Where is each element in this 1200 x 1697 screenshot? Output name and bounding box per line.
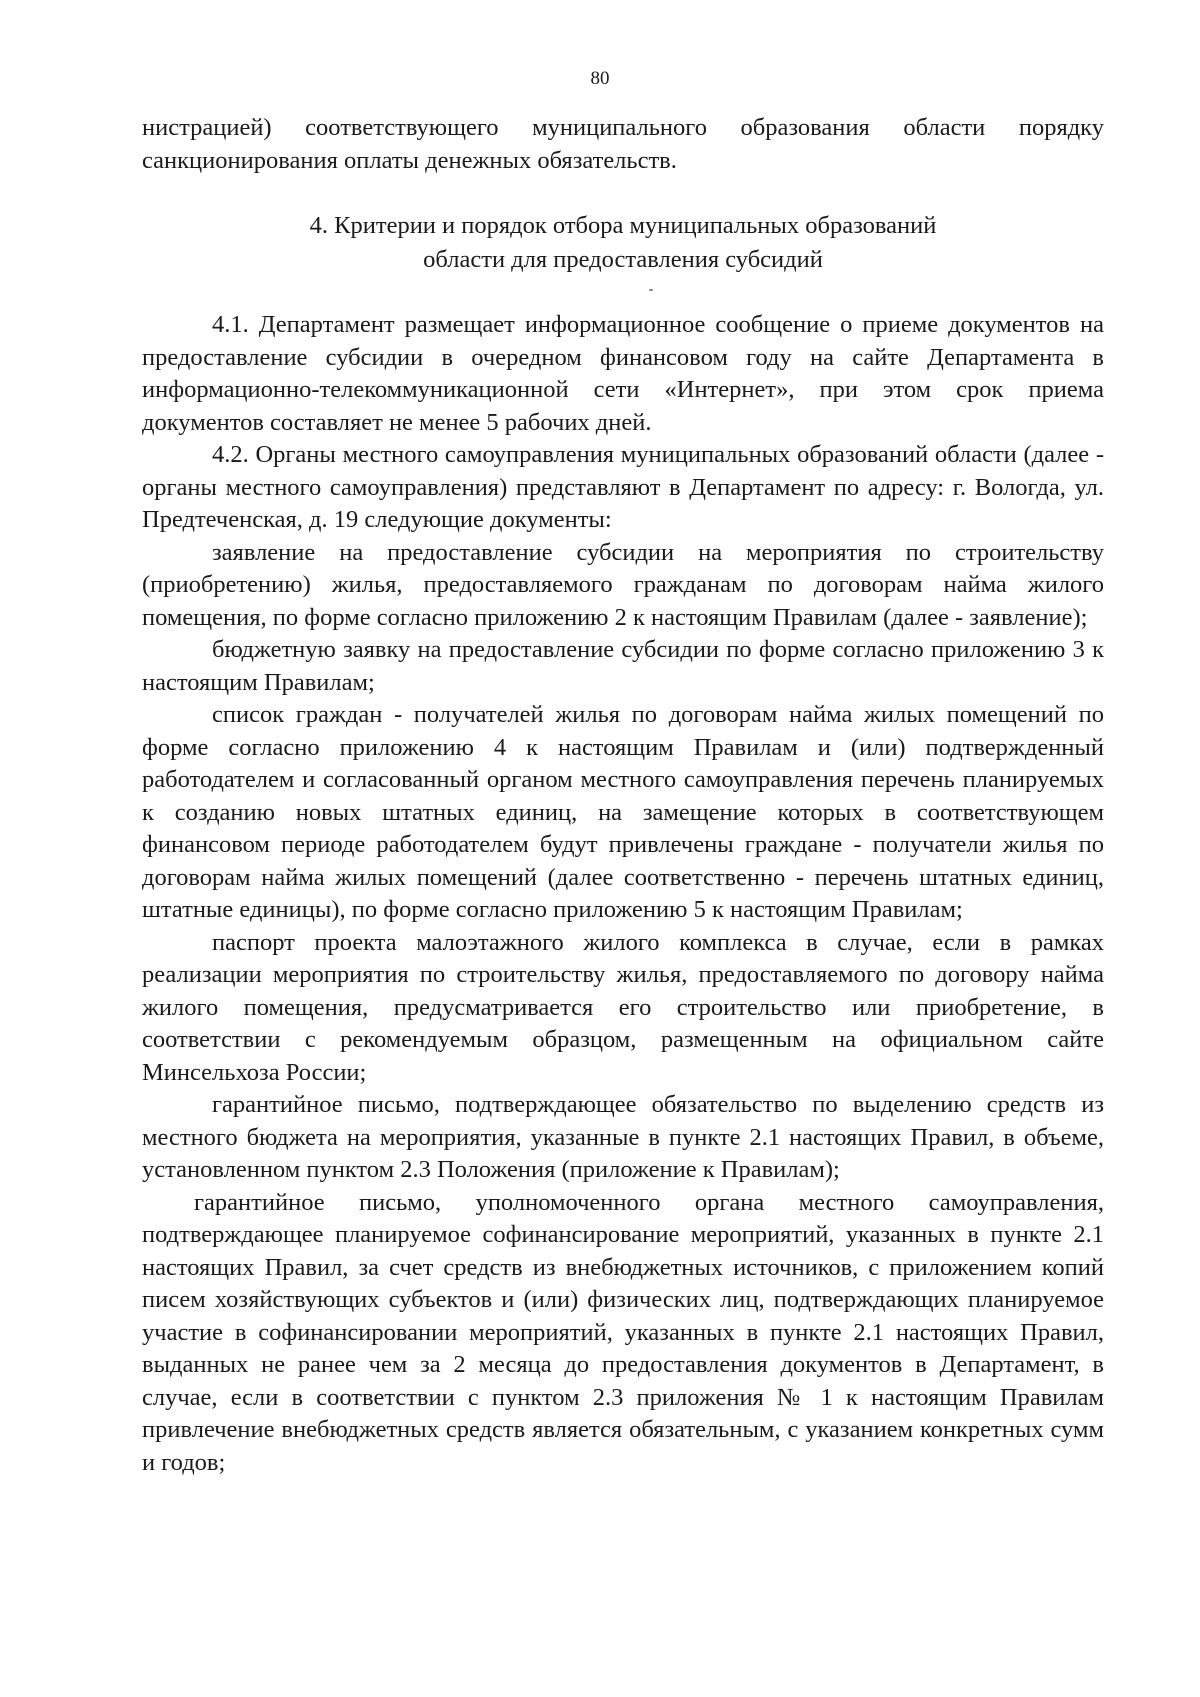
document-body [142,112,1104,1479]
intro-continuation-paragraph: нистрацией) соответствующего муниципального образования области порядку санкционирования оплаты денежных обязательств. [142,114,1104,174]
paragraph-4-2: 4.2. Органы местного самоуправления муниципальных образований области (далее - органы местного самоуправления) представляют в Департамент по адресу: г. Вологда, ул. Предтеченская, д. 19 следующие документы: [142,441,1104,533]
list-item-guarantee-letter-local-budget: гарантийное письмо, подтверждающее обязательство по выделению средств из местного бюджета на мероприятия, указанные в пункте 2.1 настоящих Правил, в объеме, установленном пунктом 2.3 Положения (приложение к Правилам); [142,1091,1104,1183]
section-heading [142,209,1104,277]
section-heading-line-2: области для предоставления субсидий [423,246,823,273]
paragraph-4-1: 4.1. Департамент размещает информационное сообщение о приеме документов на предоставление субсидии в очередном финансовом году на сайте Департамента в информационно-телекоммуникационной сети «Интернет», при этом срок приема документов составляет не менее 5 рабочих дней. [142,311,1104,436]
list-item-guarantee-letter-extrabudgetary: гарантийное письмо, уполномоченного органа местного самоуправления, подтверждающее планируемое софинансирование мероприятий, указанных в пункте 2.1 настоящих Правил, за счет средств из внебюджетных источников, с приложением копий писем хозяйствующих субъектов и (или) физических лиц, подтверждающих планируемое участие в софинансировании мероприятий, указанных в пункте 2.1 настоящих Правил, выданных не ранее чем за 2 месяца до предоставления документов в Департамент, в случае, если в соответствии с пунктом 2.3 приложения № 1 к настоящим Правилам привлечение внебюджетных средств является обязательным, с указанием конкретных сумм и годов; [142,1188,1104,1476]
page-number: 80 [590,68,610,89]
dash-mark: - [648,282,654,297]
list-item-application: заявление на предоставление субсидии на мероприятия по строительству (приобретению) жилья, предоставляемого гражданам по договорам найма жилого помещения, по форме согласно приложению 2 к настоящим Правилам (далее - заявление); [142,538,1104,631]
list-item-budget-request: бюджетную заявку на предоставление субсидии по форме согласно приложению 3 к настоящим Правилам; [142,636,1104,696]
section-heading-line-1: 4. Критерии и порядок отбора муниципальных образований [309,212,937,239]
list-item-project-passport: паспорт проекта малоэтажного жилого комплекса в случае, если в рамках реализации мероприятия по строительству жилья, предоставляемого по договору найма жилого помещения, предусматривается его строительство или приобретение, в соответствии с рекомендуемым образцом, размещенным на официальном сайте Минсельхоза России; [142,928,1104,1086]
list-item-citizens-list: список граждан - получателей жилья по договорам найма жилых помещений по форме согласно приложению 4 к настоящим Правилам и (или) подтвержденный работодателем и согласованный органом местного самоуправления перечень планируемых к созданию новых штатных единиц, на замещение которых в соответствующем финансовом периоде работодателем будут привлечены граждане - получатели жилья по договорам найма жилых помещений (далее соответственно - перечень штатных единиц, штатные единицы), по форме согласно приложению 5 к настоящим Правилам; [142,701,1104,923]
